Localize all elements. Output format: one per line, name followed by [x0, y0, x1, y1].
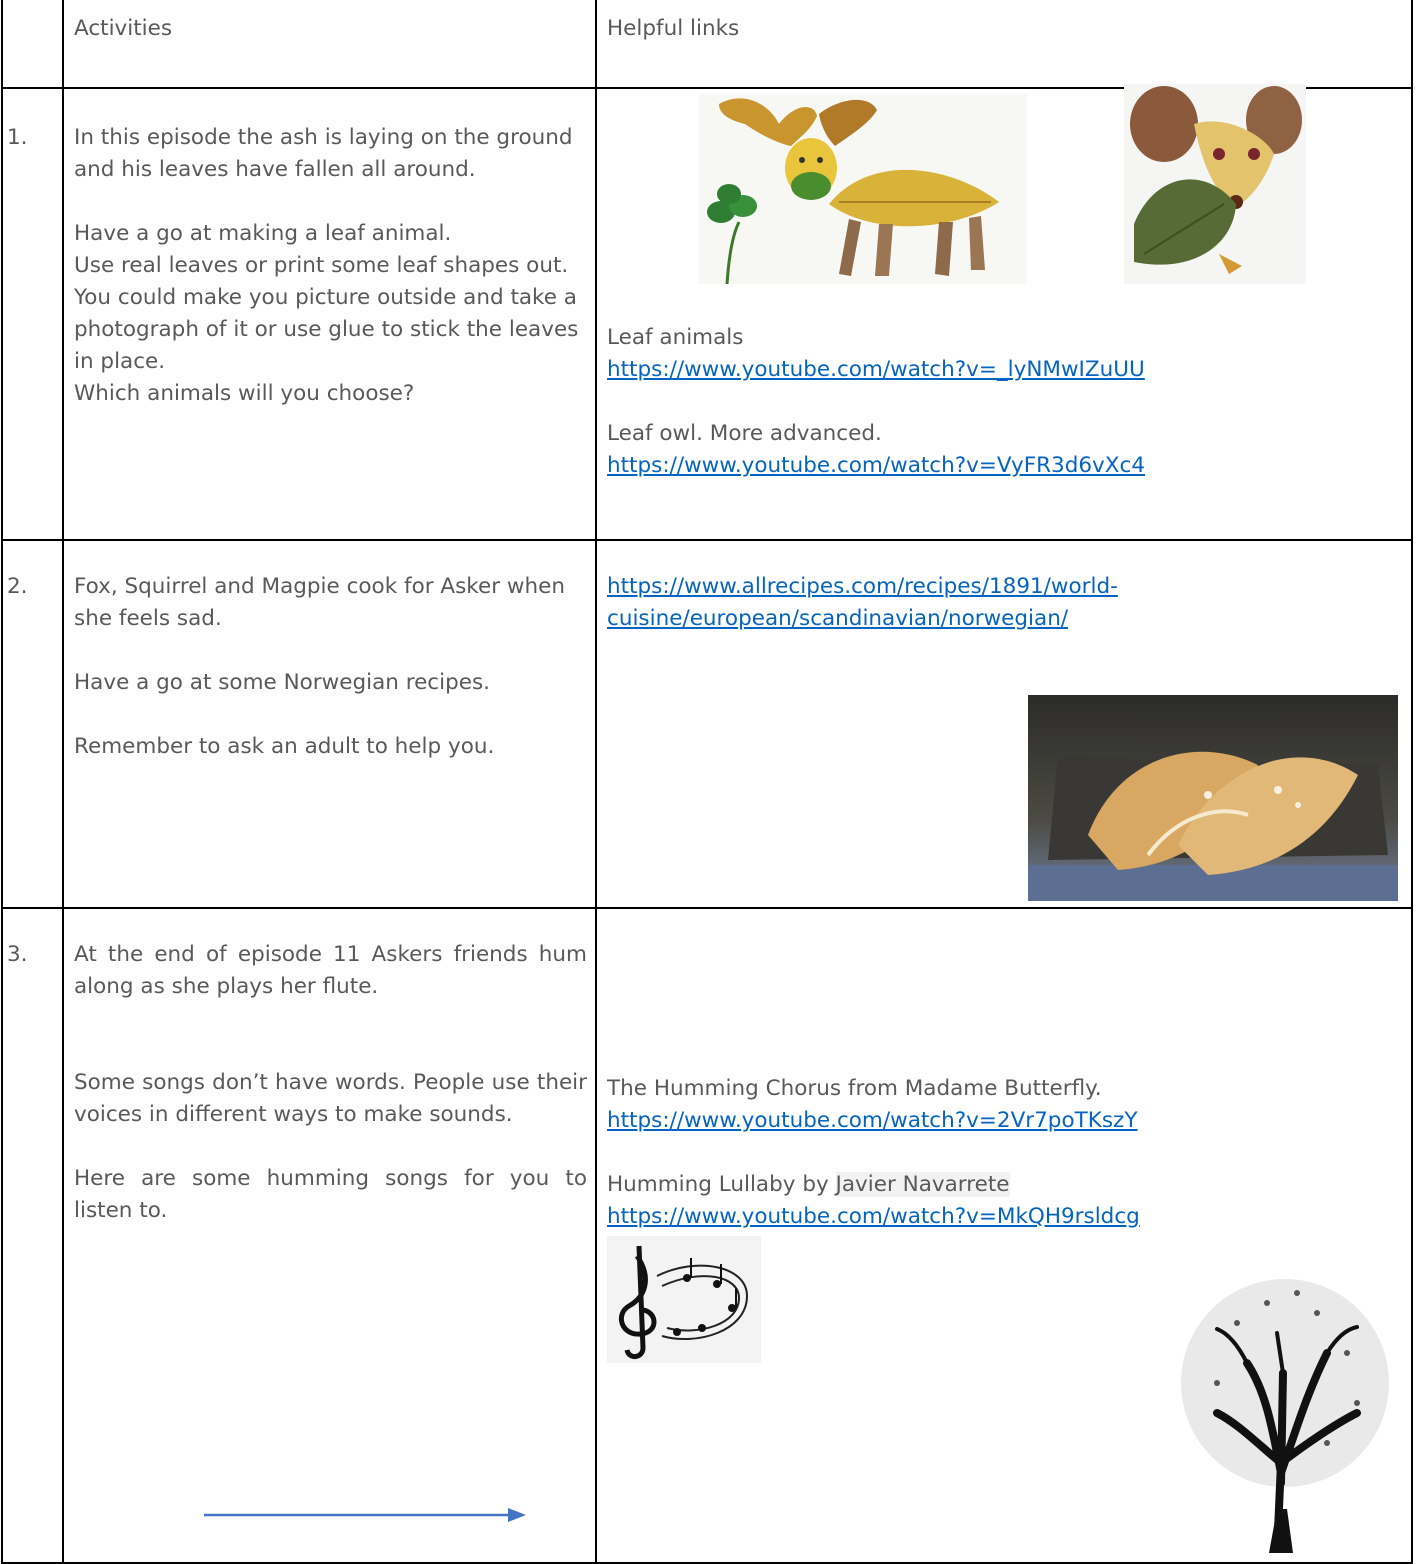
leaf-moose-image: [699, 94, 1027, 284]
header-links-cell: [596, 0, 1412, 88]
activity-paragraph: Remember to ask an adult to help you.: [74, 734, 495, 759]
recipes-link-line: cuisine/european/scandinavian/norwegian/: [607, 606, 1069, 631]
norwegian-pancake-image: [1028, 695, 1398, 901]
recipes-link-line: https://www.allrecipes.com/recipes/1891/world-: [607, 574, 1118, 599]
link-label: Leaf animals: [607, 325, 744, 350]
row-number-cell: [2, 908, 63, 1563]
activity-paragraph: Have a go at some Norwegian recipes.: [74, 670, 491, 695]
row-number: 1.: [7, 125, 28, 150]
activity-cell: [63, 540, 596, 908]
humming-lullaby-link[interactable]: https://www.youtube.com/watch?v=MkQH9rsldcg: [607, 1204, 1140, 1229]
activity-paragraph: In this episode the ash is laying on the ground and his leaves have fallen all around.: [74, 125, 573, 182]
leaf-mouse-image: [1124, 84, 1306, 284]
link-label: Leaf owl. More advanced.: [607, 421, 882, 446]
leaf-animals-link[interactable]: https://www.youtube.com/watch?v=_lyNMwIZuUU: [607, 357, 1145, 382]
header-row: [2, 0, 1412, 88]
row-number-cell: [2, 88, 63, 540]
music-notes-image: [607, 1236, 761, 1363]
humming-chorus-link[interactable]: https://www.youtube.com/watch?v=2Vr7poTKszY: [607, 1108, 1138, 1133]
arrow-icon: [202, 1505, 528, 1525]
leaf-owl-link[interactable]: https://www.youtube.com/watch?v=VyFR3d6vXc4: [607, 453, 1146, 478]
row-number: 3.: [7, 942, 28, 967]
activity-paragraph: Have a go at making a leaf animal. Use real leaves or print some leaf shapes out. You could make you picture outside and take a photograph of it or use glue to stick the leaves in place. Which animals will you choose?: [74, 221, 579, 406]
activity-paragraph: Here are some humming songs for you to listen to.: [74, 1166, 587, 1223]
activity-paragraph: Fox, Squirrel and Magpie cook for Asker when she feels sad.: [74, 574, 565, 631]
activity-cell: [63, 908, 596, 1563]
activity-paragraph: Some songs don’t have words. People use their voices in different ways to make sounds.: [74, 1070, 587, 1127]
activity-paragraph: At the end of episode 11 Askers friends hum along as she plays her flute.: [74, 942, 587, 999]
activities-heading: Activities: [74, 16, 173, 41]
header-activities-cell: [63, 0, 596, 88]
music-tree-image: [1177, 1273, 1393, 1553]
link-label: The Humming Chorus from Madame Butterfly.: [607, 1076, 1102, 1101]
composer-name: Javier Navarrete: [835, 1172, 1010, 1197]
activity-cell: [63, 88, 596, 540]
header-number-cell: [2, 0, 63, 88]
row-number-cell: [2, 540, 63, 908]
norwegian-recipes-link[interactable]: [607, 574, 1118, 631]
link-label: Humming Lullaby by Javier Navarrete: [607, 1172, 1010, 1197]
row-number: 2.: [7, 574, 28, 599]
helpful-links-heading: Helpful links: [607, 16, 740, 41]
